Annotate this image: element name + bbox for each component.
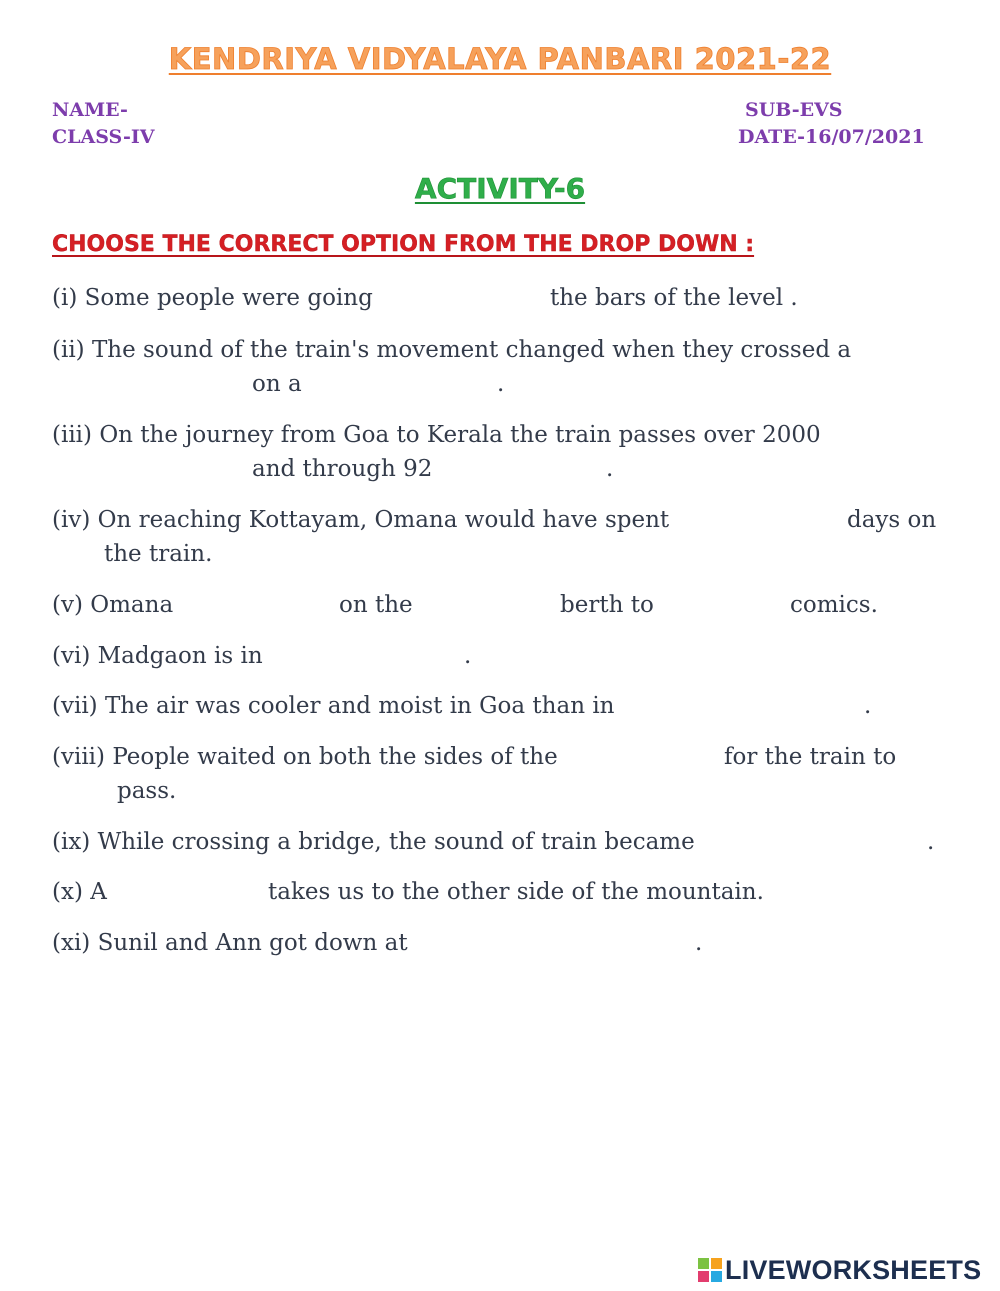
liveworksheets-logo — [698, 1254, 981, 1286]
name-label: NAME- — [52, 99, 128, 121]
question-1-text: (i) Some people were going — [52, 285, 373, 311]
question-11-text: . — [695, 930, 703, 956]
instruction-heading: CHOOSE THE CORRECT OPTION FROM THE DROP DOWN : — [52, 232, 755, 257]
question-5-text: (v) Omana — [52, 592, 174, 618]
question-2-text: (ii) The sound of the train's movement changed when they crossed a — [52, 337, 852, 363]
question-3-text: and through 92 — [252, 456, 433, 482]
question-8-text: for the train to — [724, 744, 897, 770]
question-9-text: . — [927, 829, 935, 855]
question-4-text: the train. — [104, 541, 213, 567]
question-11-text: (xi) Sunil and Ann got down at — [52, 930, 408, 956]
logo-square — [698, 1271, 709, 1282]
logo-icon — [698, 1258, 722, 1282]
question-6-text: . — [464, 643, 472, 669]
question-7-text: (vii) The air was cooler and moist in Goa than in — [52, 693, 615, 719]
logo-square — [698, 1258, 709, 1269]
question-9-text: (ix) While crossing a bridge, the sound of train became — [52, 829, 695, 855]
question-8-text: pass. — [117, 778, 177, 804]
question-7-text: . — [864, 693, 872, 719]
logo-square — [711, 1258, 722, 1269]
school-title: KENDRIYA VIDYALAYA PANBARI 2021-22 — [168, 42, 832, 76]
logo-square — [711, 1271, 722, 1282]
question-5-text: comics. — [790, 592, 878, 618]
question-8-text: (viii) People waited on both the sides of the — [52, 744, 558, 770]
question-2-text: . — [497, 371, 505, 397]
logo-text: LIVEWORKSHEETS — [725, 1254, 982, 1285]
question-1-text: the bars of the level . — [550, 285, 798, 311]
question-5-text: berth to — [560, 592, 654, 618]
question-3-text: (iii) On the journey from Goa to Kerala the train passes over 2000 — [52, 422, 821, 448]
question-10-text: (x) A — [52, 879, 107, 905]
question-4-text: (iv) On reaching Kottayam, Omana would have spent — [52, 507, 670, 533]
question-4-text: days on — [847, 507, 937, 533]
question-5-text: on the — [339, 592, 413, 618]
subject-label: SUB-EVS — [745, 99, 843, 121]
class-label: CLASS-IV — [52, 126, 155, 148]
date-label: DATE-16/07/2021 — [738, 126, 925, 148]
question-6-text: (vi) Madgaon is in — [52, 643, 263, 669]
question-2-text: on a — [252, 371, 302, 397]
activity-title: ACTIVITY-6 — [414, 172, 586, 205]
question-3-text: . — [606, 456, 614, 482]
question-10-text: takes us to the other side of the mountain. — [268, 879, 764, 905]
